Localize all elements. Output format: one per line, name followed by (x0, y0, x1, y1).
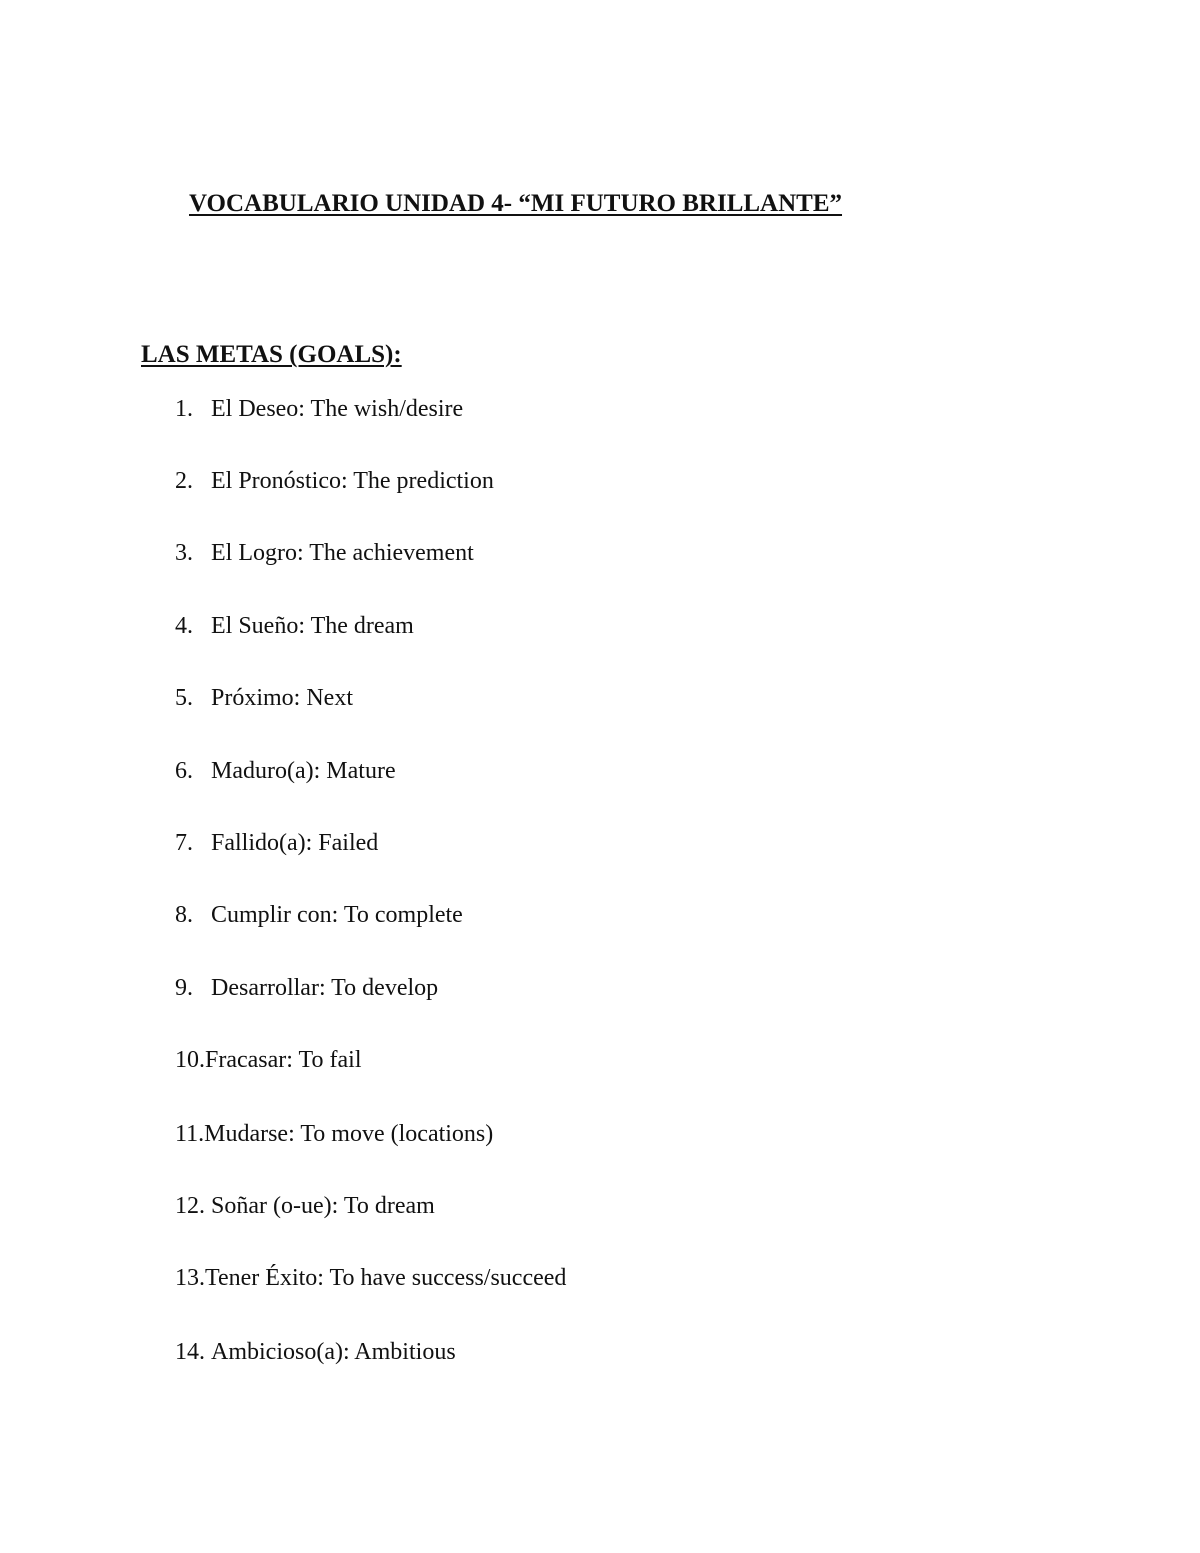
item-text: El Pronóstico: The prediction (211, 468, 494, 494)
list-item (175, 611, 414, 641)
section-heading: LAS METAS (GOALS): (141, 341, 402, 368)
item-number: 3. (175, 540, 193, 566)
item-text: Ambicioso(a): Ambitious (211, 1339, 456, 1365)
item-text: El Deseo: The wish/desire (211, 396, 464, 422)
item-text: Soñar (o-ue): To dream (211, 1193, 435, 1219)
list-item (175, 756, 396, 786)
item-number: 5. (175, 685, 193, 711)
list-item (175, 1045, 361, 1075)
list-item (175, 1337, 456, 1367)
item-text: Próximo: Next (211, 685, 353, 711)
item-text: El Logro: The achievement (211, 540, 474, 566)
item-number: 4. (175, 613, 193, 639)
list-item (175, 394, 463, 424)
item-text: Cumplir con: To complete (211, 902, 463, 928)
item-number: 13. (175, 1265, 205, 1291)
list-item (175, 973, 438, 1003)
list-item (175, 466, 494, 496)
item-number: 8. (175, 902, 193, 928)
item-text: Fracasar: To fail (205, 1047, 362, 1073)
item-number: 1. (175, 396, 193, 422)
list-item (175, 828, 378, 858)
item-number: 6. (175, 758, 193, 784)
item-text: Desarrollar: To develop (211, 975, 439, 1001)
item-number: 2. (175, 468, 193, 494)
list-item (175, 1119, 493, 1149)
item-text: Tener Éxito: To have success/succeed (205, 1265, 567, 1291)
item-text: Fallido(a): Failed (211, 830, 379, 856)
item-number: 7. (175, 830, 193, 856)
list-item (175, 683, 353, 713)
item-text: Mudarse: To move (locations) (204, 1121, 494, 1147)
list-item (175, 538, 474, 568)
list-item (175, 900, 463, 930)
item-number: 12. (175, 1193, 205, 1219)
item-text: Maduro(a): Mature (211, 758, 396, 784)
item-number: 9. (175, 975, 193, 1001)
document-title: VOCABULARIO UNIDAD 4- “MI FUTURO BRILLANTE” (189, 190, 843, 217)
item-number: 14. (175, 1339, 205, 1365)
item-number: 11. (175, 1121, 205, 1147)
list-item (175, 1263, 566, 1293)
list-item (175, 1191, 435, 1221)
item-text: El Sueño: The dream (211, 613, 414, 639)
item-number: 10. (175, 1047, 205, 1073)
